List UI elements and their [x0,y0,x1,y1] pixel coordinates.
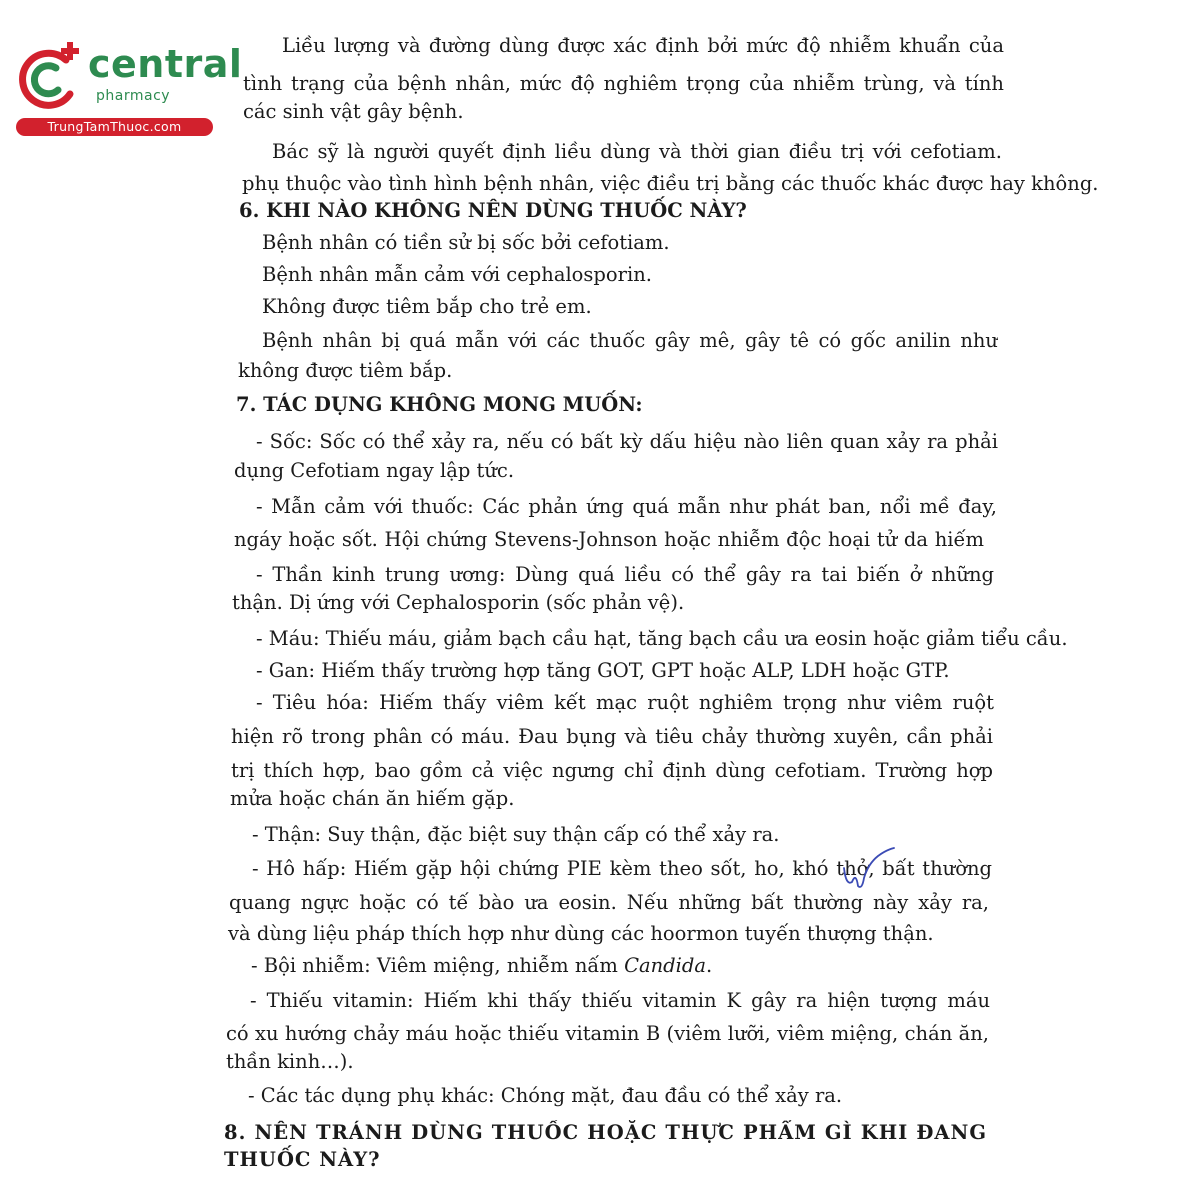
logo-url: TrungTamThuoc.com [16,118,213,136]
bo-nhiem-text: - Bội nhiễm: Viêm miệng, nhiễm nấm [251,954,625,977]
section-7-line: - Sốc: Sốc có thể xảy ra, nếu có bất kỳ dấu hiệu nào liên quan xảy ra phải [256,430,998,453]
dosage-paragraph-line: phụ thuộc vào tình hình bệnh nhân, việc điều trị bằng các thuốc khác được hay không. [242,172,1099,195]
logo-brand: central [88,42,243,86]
section-7-line: - Máu: Thiếu máu, giảm bạch cầu hạt, tăng bạch cầu ưa eosin hoặc giảm tiểu cầu. [256,627,1068,650]
section-6-line: Bệnh nhân mẫn cảm với cephalosporin. [262,263,652,286]
section-7-line: - Các tác dụng phụ khác: Chóng mặt, đau đầu có thể xảy ra. [248,1084,843,1107]
dosage-paragraph-line: các sinh vật gây bệnh. [243,100,464,123]
handwritten-initial-icon [838,842,898,892]
section-8-heading: 8. NÊN TRÁNH DÙNG THUỐC HOẶC THỰC PHẨM GÌ KHI ĐANG [224,1121,987,1144]
section-6-line: Bệnh nhân bị quá mẫn với các thuốc gây mê, gây tê có gốc anilin như [262,329,998,352]
section-7-line: hiện rõ trong phân có máu. Đau bụng và tiêu chảy thường xuyên, cần phải [231,725,993,748]
candida-italic: Candida [624,954,706,977]
section-7-line: - Mẫn cảm với thuốc: Các phản ứng quá mẫn như phát ban, nổi mề đay, [256,495,997,518]
section-7-heading: 7. TÁC DỤNG KHÔNG MONG MUỐN: [236,393,643,416]
section-7-line: mửa hoặc chán ăn hiếm gặp. [230,787,515,810]
section-7-line: - Thiếu vitamin: Hiếm khi thấy thiếu vitamin K gây ra hiện tượng máu [250,989,990,1012]
section-7-line: quang ngực hoặc có tế bào ưa eosin. Nếu những bất thường này xảy ra, [229,891,989,914]
section-7-line: dụng Cefotiam ngay lập tức. [234,459,515,482]
section-6-line: không được tiêm bắp. [238,359,453,382]
section-7-line: thận. Dị ứng với Cephalosporin (sốc phản vệ). [232,591,685,614]
dosage-paragraph-line: tình trạng của bệnh nhân, mức độ nghiêm trọng của nhiễm trùng, và tính [243,72,1004,95]
section-6-line: Không được tiêm bắp cho trẻ em. [262,295,592,318]
section-7-line: và dùng liệu pháp thích hợp như dùng các hoormon tuyến thượng thận. [228,922,934,945]
section-7-line: - Thận: Suy thận, đặc biệt suy thận cấp có thể xảy ra. [252,823,780,846]
section-6-line: Bệnh nhân có tiền sử bị sốc bởi cefotiam. [262,231,670,254]
section-7-line: - Gan: Hiếm thấy trường hợp tăng GOT, GPT hoặc ALP, LDH hoặc GTP. [256,659,950,682]
section-7-line [251,953,712,979]
section-7-line: có xu hướng chảy máu hoặc thiếu vitamin B (viêm lưỡi, viêm miệng, chán ăn, [226,1022,989,1045]
section-7-line: - Thần kinh trung ương: Dùng quá liều có thể gây ra tai biến ở những [256,563,994,586]
logo-tagline: pharmacy [96,88,171,104]
dosage-paragraph-line: Bác sỹ là người quyết định liều dùng và thời gian điều trị với cefotiam. [272,140,1002,163]
section-7-line: - Tiêu hóa: Hiếm thấy viêm kết mạc ruột nghiêm trọng như viêm ruột [256,691,994,714]
section-7-line: ngáy hoặc sốt. Hội chứng Stevens-Johnson hoặc nhiễm độc hoại tử da hiếm [234,528,984,551]
section-6-heading: 6. KHI NÀO KHÔNG NÊN DÙNG THUỐC NÀY? [239,199,747,222]
dosage-paragraph-line: Liều lượng và đường dùng được xác định bởi mức độ nhiễm khuẩn của [282,34,1004,57]
section-7-line: thần kinh…). [226,1050,354,1073]
section-7-line: trị thích hợp, bao gồm cả việc ngưng chỉ định dùng cefotiam. Trường hợp [231,759,993,782]
section-8-heading-continued: THUỐC NÀY? [224,1148,381,1171]
section-7-line: - Hô hấp: Hiếm gặp hội chứng PIE kèm theo sốt, ho, khó thở, bất thường [252,857,992,880]
bo-nhiem-period: . [706,954,713,977]
